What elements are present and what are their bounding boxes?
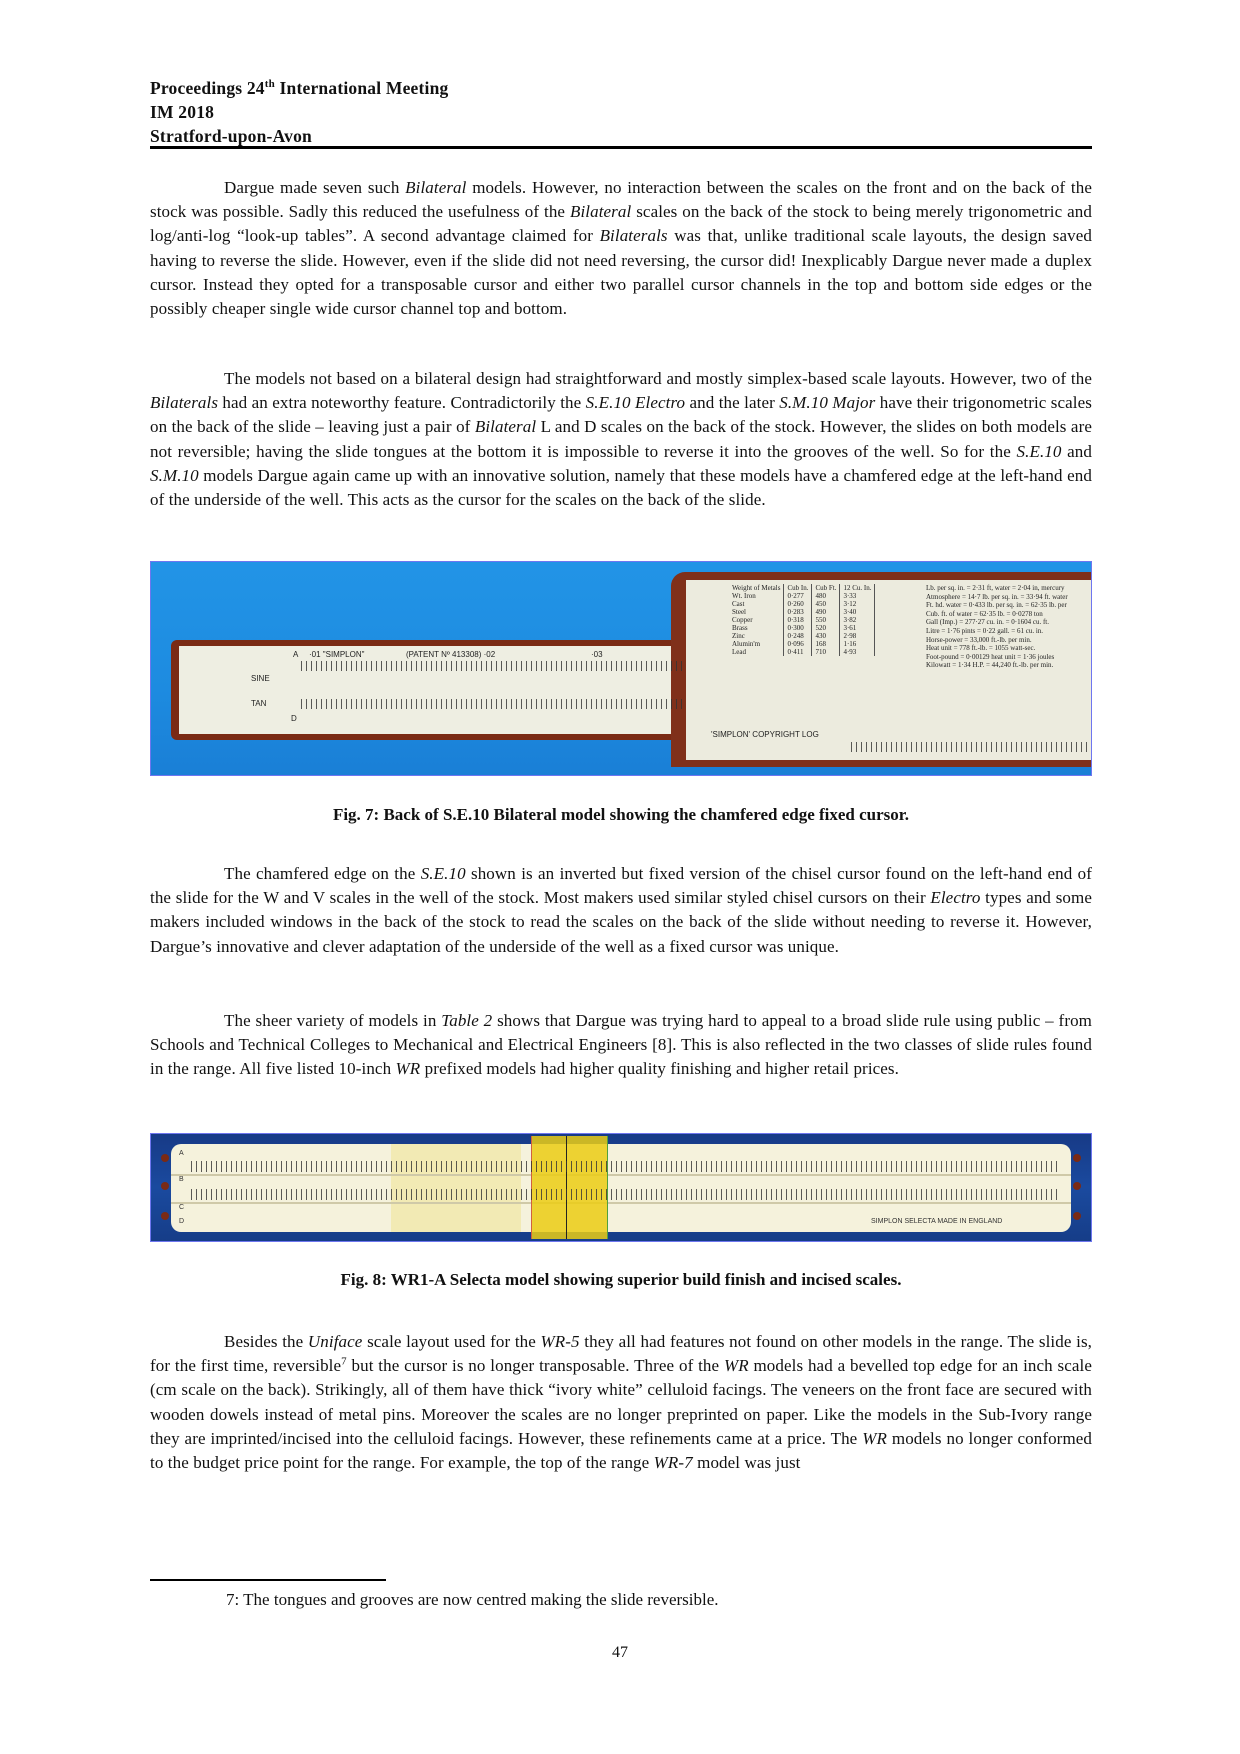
emphasis: Electro — [930, 888, 981, 908]
emphasis: Bilateral — [405, 178, 467, 197]
paragraph-1-text: Dargue made seven such Bilateral models. However, no interaction between the scales on the front and on the back of the stock was possible. Sadly this reduced the usefulness of the Bilateral scales on the back of the stock to being merely trigonometric and log/anti-log “look-up tables”. A second advantage claimed for Bilaterals was that, unlike traditional scale layouts, the design saved having to reverse the slide. However, even if the slide did not need reversing, the cursor did! Inexplicably Dargue never made a duplex cursor. Instead they opted for a transposable cursor and either two parallel cursor channels in the top and bottom side edges or the possibly cheaper single wide cursor channel top and bottom. — [150, 178, 1092, 319]
table-row — [729, 608, 875, 616]
paragraph-5-text: Besides the Uniface scale layout used for the WR-5 they all had features not found on other models in the range. The slide is, for the first time, reversible$^7$ but the cursor is no longer transposable. Three of the WR models had a bevelled top edge for an inch scale (cm scale on the back). Strikingly, all of them have thick “ivory white” celluloid facings. The veneers on the front face are secured with wooden dowels instead of metal pins. Moreover the scales are no longer preprinted on paper. Like the models in the Sub-Ivory range they are imprinted/incised into the celluloid facings. However, these refinements came at a price. The WR models no longer conformed to the budget price point for the range. For example, the top of the range WR-7 model was just — [150, 1332, 1093, 1473]
table-header-cell: Cub Ft. — [812, 584, 840, 592]
figure-8-caption: Fig. 8: WR1-A Selecta model showing superior build finish and incised scales. — [340, 1270, 902, 1289]
scale-ticks-a — [301, 661, 686, 671]
paragraph-1 — [150, 176, 1092, 321]
table-cell: 480 — [812, 592, 840, 600]
table-cell: 430 — [812, 632, 840, 640]
table-cell: 1·16 — [840, 640, 875, 648]
label-a: A — [293, 650, 299, 659]
paragraph-3 — [150, 862, 1092, 959]
header-rule — [150, 146, 1092, 149]
emphasis: WR-7 — [653, 1453, 693, 1473]
table-cell: 450 — [812, 600, 840, 608]
table-cell: 3·82 — [840, 616, 875, 624]
figure-7-image — [150, 561, 1092, 776]
table-row — [729, 592, 875, 600]
table-cell: Cast — [729, 600, 784, 608]
emphasis: S.E.10 — [1016, 441, 1062, 461]
constant-line: Lb. per sq. in. = 2·31 ft, water = 2·04 in, mercury — [926, 584, 1065, 592]
scale-ticks-d — [301, 699, 686, 709]
emphasis: WR — [395, 1059, 421, 1079]
scale-ticks-cd — [191, 1189, 1061, 1200]
constant-line: Ft. hd. water = 0·433 lb. per sq. in. = 62·35 lb. per — [926, 601, 1067, 610]
emphasis: S.E.10 Electro — [585, 393, 686, 413]
constant-line: Gall (Imp.) = 277·27 cu. in. = 0·1604 cu. ft. — [926, 618, 1049, 627]
label-sine: SINE — [251, 674, 270, 683]
paragraph-2 — [150, 367, 1092, 512]
emphasis: Uniface — [307, 1332, 363, 1351]
cursor-hairline — [566, 1136, 567, 1239]
table-header-cell: 12 Cu. In. — [840, 584, 875, 592]
footnote-7: 7: The tongues and grooves are now centred making the slide reversible. — [226, 1590, 719, 1609]
paragraph-4-text: The sheer variety of models in Table 2 shows that Dargue was trying hard to appeal to a broad slide rule using public – from Schools and Technical Colleges to Mechanical and Electrical Engineers [8]. This is also reflected in the two classes of slide rules found in the range. All five listed 10-inch WR prefixed models had higher quality finishing and higher retail prices. — [150, 1011, 1093, 1079]
table-row — [729, 648, 875, 656]
footnote-ref: 7 — [341, 1355, 347, 1368]
slide-top-edge — [171, 1174, 1071, 1176]
table-cell: 0·277 — [784, 592, 812, 600]
table-header-row — [729, 584, 875, 592]
emphasis: WR — [723, 1356, 749, 1376]
emphasis: S.M.10 Major — [779, 393, 876, 413]
paragraph-5 — [150, 1330, 1092, 1475]
emphasis: WR-5 — [540, 1332, 580, 1351]
slide-rule-slide — [179, 646, 689, 734]
table-cell: 520 — [812, 624, 840, 632]
constant-line: Horse-power = 33,000 ft.-lb. per min. — [926, 635, 1032, 644]
table-cell: Wt. Iron — [729, 592, 784, 600]
constants-list — [926, 584, 1092, 670]
table-cell: 3·40 — [840, 608, 875, 616]
header-meeting-text: International Meeting — [274, 78, 449, 98]
table-row — [729, 624, 875, 632]
cursor — [531, 1136, 608, 1239]
label-tan: TAN — [251, 699, 267, 708]
table-cell: Steel — [729, 608, 784, 616]
table-header-cell: Cub In. — [784, 584, 812, 592]
label-copyright: 'SIMPLON' COPYRIGHT LOG — [711, 730, 819, 739]
dowel — [1073, 1182, 1081, 1190]
emphasis: Bilaterals — [599, 226, 668, 246]
scale-label-a: A — [179, 1150, 184, 1157]
table-row — [729, 600, 875, 608]
emphasis: Bilateral — [569, 202, 632, 222]
dowel — [161, 1154, 169, 1162]
emphasis: Bilaterals — [150, 393, 219, 413]
page-number: 47 — [612, 1644, 628, 1661]
dowel — [161, 1212, 169, 1220]
constant-line: Litre = 1·76 pints = 0·22 gall. = 61 cu. in. — [926, 626, 1044, 635]
table-cell: 3·33 — [840, 592, 875, 600]
constant-line: Atmosphere = 14·7 lb. per sq. in. = 33·94 ft. water — [926, 592, 1068, 601]
metals-table — [729, 584, 875, 656]
table-header-cell: Weight of Metals — [729, 584, 784, 592]
paragraph-4 — [150, 1009, 1092, 1082]
dowel — [1073, 1212, 1081, 1220]
table-cell: 550 — [812, 616, 840, 624]
emphasis: Bilateral — [474, 417, 537, 437]
table-cell: 168 — [812, 640, 840, 648]
table-cell: 490 — [812, 608, 840, 616]
scale-ticks-log — [851, 742, 1091, 752]
header-line-meeting: IM 2018 — [150, 102, 215, 122]
table-cell: 3·12 — [840, 600, 875, 608]
table-row — [729, 632, 875, 640]
table-cell: Copper — [729, 616, 784, 624]
label-03: ·03 — [591, 650, 603, 659]
paragraph-3-text: The chamfered edge on the S.E.10 shown is an inverted but fixed version of the chisel cursor found on the left-hand end of the slide for the W and V scales in the well of the stock. Most makers used similar styled chisel cursors on their Electro types and some makers included windows in the back of the stock to read the scales on the back of the slide without needing to reverse it. However, Dargue’s innovative and clever adaptation of the underside of the well as a fixed cursor was unique. — [150, 864, 1093, 956]
scale-ticks-ab — [191, 1161, 1061, 1172]
running-header — [150, 76, 1092, 148]
light-reflection — [391, 1144, 521, 1232]
table-cell: Alumin'm — [729, 640, 784, 648]
emphasis: WR — [862, 1428, 887, 1448]
table-row — [729, 640, 875, 648]
constant-line: Foot-pound = 0·00129 heat unit = 1·36 joules — [926, 652, 1055, 661]
header-proceedings-text: Proceedings 24 — [150, 78, 265, 98]
table-cell: 0·096 — [784, 640, 812, 648]
scale-label-d: D — [179, 1218, 185, 1225]
header-line-proceedings — [150, 76, 1092, 100]
table-cell: 0·260 — [784, 600, 812, 608]
paragraph-2-text: The models not based on a bilateral design had straightforward and mostly simplex-based scale layouts. However, two of the Bilaterals had an extra noteworthy feature. Contradictorily the S.E.10 Electro and the later S.M.10 Major have their trigonometric scales on the back of the slide – leaving just a pair of Bilateral L and D scales on the back of the stock. However, the slides on both models are not reversible; having the slide tongues at the bottom it is impossible to reverse it into the grooves of the well. So for the S.E.10 and S.M.10 models Dargue again came up with an innovative solution, namely that these models have a chamfered edge at the left-hand end of the underside of the well. This acts as the cursor for the scales on the back of the slide. — [150, 369, 1092, 510]
constant-line: Cub. ft. of water = 62·35 lb. = 0·0278 ton — [926, 609, 1043, 618]
label-simplon: ·01 "SIMPLON" — [309, 650, 365, 659]
scale-label-b: B — [179, 1176, 184, 1183]
table-cell: 0·300 — [784, 624, 812, 632]
table-cell: 0·283 — [784, 608, 812, 616]
dowel — [161, 1182, 169, 1190]
table-cell: Lead — [729, 648, 784, 656]
table-cell: 4·93 — [840, 648, 875, 656]
constant-line: Heat unit = 778 ft.-lb. = 1055 watt-sec. — [926, 644, 1036, 653]
table-row — [729, 616, 875, 624]
header-ordinal-suffix: th — [264, 78, 275, 91]
label-patent: (PATENT Nº 413308) ·02 — [406, 650, 496, 659]
slide-bottom-edge — [171, 1202, 1071, 1204]
figure-7-caption: Fig. 7: Back of S.E.10 Bilateral model showing the chamfered edge fixed cursor. — [332, 805, 910, 824]
table-cell: 710 — [812, 648, 840, 656]
scale-label-c: C — [179, 1204, 185, 1211]
metals-table-grid — [729, 584, 875, 656]
table-cell: Zinc — [729, 632, 784, 640]
emphasis: S.M.10 — [150, 465, 199, 485]
table-cell: 0·411 — [784, 648, 812, 656]
footnote-rule — [150, 1579, 386, 1581]
emphasis: S.E.10 — [420, 864, 466, 883]
maker-imprint: SIMPLON SELECTA MADE IN ENGLAND — [871, 1218, 1003, 1225]
table-cell: 2·98 — [840, 632, 875, 640]
label-d: D — [291, 714, 297, 723]
figure-8-image — [150, 1133, 1092, 1242]
dowel — [1073, 1154, 1081, 1162]
table-cell: 3·61 — [840, 624, 875, 632]
header-line-location: Stratford-upon-Avon — [150, 126, 312, 146]
table-cell: Brass — [729, 624, 784, 632]
table-cell: 0·248 — [784, 632, 812, 640]
constant-line: Kilowatt = 1·34 H.P. = 44,240 ft.-lb. per min. — [926, 661, 1054, 670]
emphasis: Table 2 — [441, 1011, 493, 1030]
table-cell: 0·318 — [784, 616, 812, 624]
